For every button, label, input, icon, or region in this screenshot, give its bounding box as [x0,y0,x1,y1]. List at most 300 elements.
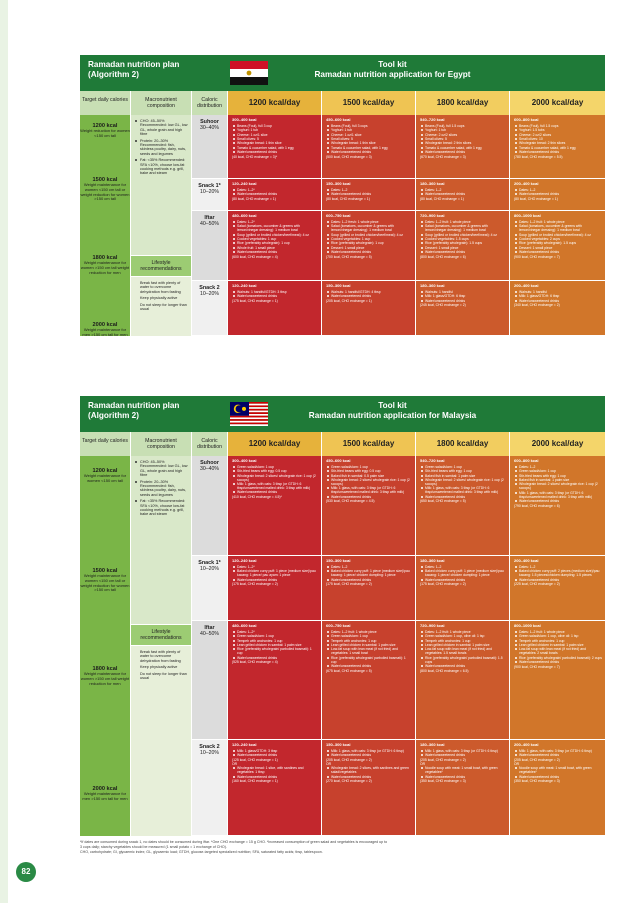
food-list [326,749,412,779]
target-calorie-entry [80,123,130,139]
food-item: Milk: 1 glass, with oats: 3 tbsp (or GTDH: 6 tbsp) [514,749,602,753]
food-item: Dessert: 1 small piece [514,246,602,250]
cell-summary: (80 kcal, CHO exchange = 1) [420,196,464,201]
food-item: Walnuts: 1 handful [420,290,506,294]
meal-plan-cell [416,115,509,178]
target-calorie-entry [80,666,130,686]
food-list [232,749,318,779]
meal-plan-cell [510,179,605,210]
kit-header [80,396,605,432]
food-item: Dates: 1–2 [326,188,412,192]
food-item: Wholegrain bread: 2 slices/ wholegrain rice: 1 cup (2 scoops) [420,478,506,486]
cell-summary: (500 kcal, CHO exchange = 3) [326,154,372,159]
cell-summary: (670 kcal, CHO exchange = 3) [420,154,466,159]
food-list [420,124,506,154]
food-item: Salad (tomatoes, cucumber & greens with lemon/vinegar dressing): 1 medium bowl [514,224,602,232]
food-item: Small olives: 5 [420,137,506,141]
food-item: Milk: 1 glass, with oats: 3 tbsp (or GTDH: 6 tbsp/unsweetened malted drink: 3 tbsp with milk) [326,486,412,494]
macronutrient-item: CHO: 45–50% Recommended: low GL, low GL, whole grain and high fibre [135,119,189,137]
food-item: Wholegrain bread: 1 thin slice [232,141,318,145]
cell-kcal-range: 720–900 kcal [420,213,445,218]
meal-name: Suhoor [200,460,219,466]
food-list [420,565,506,582]
food-list [326,290,412,298]
food-list [232,188,318,196]
kcal-column-header: 1200 kcal/day [228,91,321,115]
target-calorie-entry [80,468,130,484]
tool-kit-panel [80,55,605,388]
lifestyle-list [131,646,191,680]
cell-kcal-range: 150–300 kcal [326,283,351,288]
food-item: Green salad/ulam: 1 cup [232,634,318,638]
cell-kcal-range: 800–1000 kcal [514,623,541,628]
food-item: Green salad/ulam: 1 cup, olive oil: 1 tsp [420,634,506,638]
food-list [420,290,506,303]
food-item: Yoghurt: 1 tub [232,128,318,132]
food-item: Small olives: 10 [514,137,602,141]
food-item: Dates: 1–2 fruit: 1 whole piece [514,630,602,634]
meal-plan-cell [416,281,509,335]
food-item: Rice (preferably wholegrain): 1 cup [232,241,318,245]
food-item: Water/unsweetened drinks [326,150,412,154]
food-item: Low-fat soup with lean meat (if not fried) and vegetables: 2 small bowls [514,647,602,655]
food-item: Dates: 1–2 fruit: 1 whole piece [514,220,602,224]
food-item: Water/unsweetened drinks [514,660,602,664]
food-item: Yoghurt: 1 tub [420,128,506,132]
food-item: Water/unsweetened drinks [232,753,318,757]
food-item: (205 kcal, CHO exchange = 2) [420,757,466,762]
cell-kcal-range: 120–240 kcal [232,558,257,563]
target-description: Weight maintenance for women <150 cm tall [83,473,127,483]
cell-kcal-range: 120–240 kcal [232,283,257,288]
cell-summary: (80 kcal, CHO exchange = 1) [514,196,558,201]
kcal-column-header: 1500 kcal/day [322,91,415,115]
food-item: Cheese: 1 oz/1 slice [232,133,318,137]
cell-summary: (350 kcal, CHO exchange = 3) [420,779,466,784]
food-item: Milk: 1 glass, with oats: 3 tbsp (or GTDH: 6 tbsp) [326,749,412,753]
meal-plan-cell [510,115,605,178]
food-item: Water/unsweetened drinks [326,753,412,757]
meal-plan-cell [322,556,415,620]
meal-plan-cell [322,211,415,280]
meal-plan-cell [228,556,321,620]
food-item: Cooked vegetables: 1 cup [232,237,318,241]
food-item: Dates: 1–2 [514,465,602,469]
meal-percentage: 10–20% [199,291,220,298]
macronutrient-list [131,456,191,517]
food-list [232,290,318,298]
food-item: Dates: 1–2 fruit: 1 whole piece [420,220,506,224]
meal-plan-cell [416,740,509,835]
food-item: Cooked vegetables: 1 cup [326,237,412,241]
plan-title-line: (Algorithm 2) [88,411,139,420]
food-item: Water/unsweetened drinks [420,250,506,254]
food-item: Dates: 1–2* [232,188,318,192]
target-kcal: 1500 kcal [92,568,118,574]
footnote-line: CHO, carbohydrate; GI, glycaemic index; GL, glycaemic load; GTDH, glucose-targeted specialized nutrition; SFA, saturated fatty acids; tbsp, tablespoon. [80,850,323,854]
food-item: Milk: 1 glass/GTDH: 6 tbsp [420,294,506,298]
footnote-line: *If dates are consumed during snack 1, no dates should be consumed during iftar. *One CHO exchange = 15 g CHO. *Increased consumption of green salad and vegetables is encouraged up to [80,840,388,844]
food-list [326,188,412,196]
cell-kcal-range: 120–240 kcal [232,181,257,186]
meal-plan-cell [322,115,415,178]
food-item: Wholegrain bread: 2 slices/ wholegrain rice: 1 cup (2 scoops) [232,474,318,482]
cell-summary: (410 kcal, CHO exchange = 4.5)* [232,494,282,499]
food-item: Tempeh with anchovies: 1 cup [326,639,412,643]
macronutrient-composition [131,456,191,624]
food-item: Soup (grilled or broiled chicken/beef/meat): 4 oz [514,233,602,237]
meal-plan-cell [228,740,321,835]
tool-kit-panel [80,396,605,836]
egypt-flag-icon [230,61,268,85]
food-item: Stir-fried beans with egg: 0.5 cup [326,469,412,473]
food-item: OR [326,761,332,766]
food-item: Yoghurt: 1 tub [326,128,412,132]
food-item: Milk: 1 glass, with oats: 3 tbsp (or GTDH: 6 tbsp/unsweetened malted drink: 3 tbsp with milk) [514,491,602,499]
cell-kcal-range: 800–1000 kcal [514,213,541,218]
cell-kcal-range: 200–400 kcal [514,558,539,563]
caloric-distribution-header: Caloric distribution [192,432,227,456]
meal-name: Iftar [204,625,215,631]
meal-percentage: 40–50% [199,221,220,228]
food-item: Water/unsweetened drinks [326,578,412,582]
cell-kcal-range: 600–750 kcal [326,623,351,628]
cell-kcal-range: 450–600 kcal [326,458,351,463]
food-item: Lean grilled chicken in sambal: 1 palm size [232,643,318,647]
food-item: Soup (grilled or broiled chicken/beef/meat): 4 oz [326,233,412,237]
target-calorie-entry [80,322,130,338]
meal-plan-cell [228,281,321,335]
target-kcal: 2000 kcal [92,322,118,328]
food-item: Water/unsweetened drinks [514,192,602,196]
food-item: (205 kcal, CHO exchange = 2) [326,757,372,762]
cell-summary: (900 kcal, CHO exchange = 7) [514,664,560,669]
caloric-distribution-header: Caloric distribution [192,91,227,115]
target-description: Weight maintenance for women >150 cm tall weight reduction for men [80,260,130,275]
food-item: Stir-fried beans with egg: 1 cup [420,469,506,473]
food-item: Soup (grilled or broiled chicken/beef/meat): 4 oz [232,233,318,237]
food-item: Dates: 1–2 [420,188,506,192]
meal-name: Snack 2 [199,285,220,291]
meal-percentage: 30–40% [199,466,220,473]
food-item: Tempeh with anchovies: 1 cup [420,639,506,643]
lifestyle-recommendations [131,277,191,336]
meal-name: Snack 1* [198,560,221,566]
target-description: Weight maintenance for women <150 cm tall or weight reduction for women >150 cm tall [80,182,130,202]
cell-summary: (175 kcal, CHO exchange = 2) [420,581,466,586]
food-item: Dessert: 1 small piece [326,246,412,250]
food-item: Baked chicken curry puff: 1 piece (medium size)/pau kacang: 1 piece/ chicken dumpling: 1 piece [326,569,412,577]
meal-label [192,621,227,739]
meal-label [192,179,227,210]
meal-plan-cell [322,281,415,335]
food-item: Rice (preferably wholegrain/ parboiled basmati): 1 cup [326,656,412,664]
cell-kcal-range: 150–300 kcal [326,742,351,747]
food-item: Baked fish in sambal: 0.5 palm size [326,474,412,478]
food-item: Dates: 1–2* [232,220,318,224]
food-item: Rice (preferably wholegrain): 1.5 cups [420,241,506,245]
food-list [326,124,412,154]
food-item: (205 kcal, CHO exchange = 2) [514,757,560,762]
cell-summary: (780 kcal, CHO exchange = 5.5) [514,154,563,159]
plan-title [80,396,180,432]
food-list [326,630,412,668]
column-headers [80,432,605,456]
food-item: Cooked vegetables: 1.5 cups [420,237,506,241]
food-item: OR [514,761,520,766]
cell-summary: (700 kcal, CHO exchange = 5) [326,254,372,259]
lifestyle-item: Break fast with plenty of water to overcome dehydration from fasting [140,650,181,663]
macronutrient-item: Protein: 20–30% Recommended: fish, skinless poultry, dairy, nuts, seeds and legumes [135,139,189,157]
cell-summary: (245 kcal, CHO exchange = 2) [420,302,466,307]
food-list [514,565,602,582]
macronutrient-item: CHO: 45–50% Recommended: low GL, low GL, whole grain and high fibre [135,460,189,478]
macronutrient-item: Protein: 20–30% Recommended: fish, skinless poultry, dairy, nuts, seeds and legumes [135,480,189,498]
food-item: OR [420,761,426,766]
cell-kcal-range: 150–300 kcal [326,181,351,186]
kcal-column-header: 1800 kcal/day [416,432,509,456]
food-item: Salad (tomatoes, cucumber & greens with lemon/vinegar dressing): 1 medium bowl [232,224,318,232]
food-item: Dates: 1–2 [514,565,602,569]
food-item: Tomato & cucumber salad, with 1 egg [232,146,318,150]
meal-plan-cell [416,179,509,210]
food-item: Wholegrain bread: 2 slices/ wholegrain rice: 1 cup (2 scoops) [514,482,602,490]
food-item: Dates: 1–2 [514,188,602,192]
food-item: Rice (preferably wholegrain/ parboiled basmati): 1 cup [232,647,318,655]
target-calorie-entry [80,568,130,593]
food-item: Dates: 1–2 fruit: 1 whole piece [326,630,412,634]
food-item: Water/unsweetened drinks [514,299,602,303]
food-item: Tomato & cucumber salad, with 1 egg [326,146,412,150]
food-item: Water/unsweetened drinks [232,490,318,494]
cell-summary: (900 kcal, CHO exchange = 7) [514,254,560,259]
meal-label [192,740,227,835]
cell-summary: (40 kcal, CHO exchange = 3)* [232,154,278,159]
page-number: 82 [16,862,36,882]
food-list [514,188,602,196]
footnote-line: 3 cups daily; starchy vegetables should be measured (1 small potato = 1 exchange of CHO). [80,845,227,849]
food-list [514,630,602,664]
cell-kcal-range: 200–400 kcal [514,742,539,747]
food-item: Water/unsweetened drinks [326,250,412,254]
cell-kcal-range: 540–720 kcal [420,117,445,122]
food-item: Milk: 1 glass, with oats: 3 tbsp (or GTDH: 6 tbsp/unsweetened malted drink: 3 tbsp with milk) [420,486,506,494]
plan-title-line: Ramadan nutrition plan [88,60,180,69]
cell-kcal-range: 180–360 kcal [420,558,445,563]
meal-plan-cell [416,621,509,739]
food-item: Water/unsweetened drinks [232,250,318,254]
target-kcal: 1200 kcal [92,123,118,129]
food-item: Water/unsweetened drinks [326,192,412,196]
cell-summary: (175 kcal, CHO exchange = 2) [326,581,372,586]
meal-plan-cell [416,456,509,555]
cell-kcal-range: 300–400 kcal [232,117,257,122]
food-item: Water/unsweetened drinks [514,578,602,582]
macronutrient-header: Macronutrient composition [131,432,191,456]
target-calories-header: Target daily calories [80,91,130,115]
food-item: Low-fat soup with lean meat (if not fried) and vegetables: 1 small bowl [326,647,412,655]
food-list [420,465,506,499]
food-item: Rice (preferably wholegrain/ parboiled basmati): 1.5 cups [420,656,506,664]
lifestyle-item: Break fast with plenty of water to overcome dehydration from fasting [140,281,181,294]
food-list [514,290,602,303]
food-item: Water/unsweetened drinks [420,775,506,779]
food-item: Water/unsweetened drinks [420,664,506,668]
food-list [326,465,412,499]
food-item: Salad (tomatoes, cucumber & greens with lemon/vinegar dressing): 1 medium bowl [420,224,506,232]
food-item: Cooked vegetables: 2 cups [514,237,602,241]
food-item: Walnuts: 1 handful [514,290,602,294]
food-item: Water/unsweetened drinks [326,294,412,298]
plan-title-line: (Algorithm 2) [88,70,139,79]
meal-plan-cell [510,740,605,835]
cell-summary: (790 kcal, CHO exchange = 6) [514,503,560,508]
cell-summary: (340 kcal, CHO exchange = 2) [514,302,560,307]
cell-summary: (175 kcal, CHO exchange = 2) [232,581,278,586]
food-item: Water/unsweetened drinks [420,150,506,154]
food-item: Walnuts: 1 handful/GTDH: 3 tbsp [232,290,318,294]
food-item: Tomato & cucumber salad, with 1 egg [420,146,506,150]
meal-name: Snack 2 [199,744,220,750]
meal-plan-cell [510,211,605,280]
plan-title [80,55,180,91]
food-item: Baked chicken curry puff: 2 pieces (medium size)/pau kacang: 1.5 pieces/chicken dumpling: 1.5 pieces [514,569,602,577]
kit-subtitle: Ramadan nutrition application for Egypt [314,70,471,79]
target-calories-column [80,115,130,336]
meal-plan-cell [322,740,415,835]
target-kcal: 1800 kcal [92,255,118,261]
cell-summary: (530 kcal, CHO exchange = 4.5) [326,499,375,504]
food-item: Green salad/ulam: 1 cup [232,465,318,469]
cell-kcal-range: 120–240 kcal [232,742,257,747]
meal-label [192,211,227,280]
target-calories-header: Target daily calories [80,432,130,456]
food-item: Beans (Foul), full 3 cup [232,124,318,128]
meal-percentage: 30–40% [199,125,220,132]
meal-plan-cell [228,456,321,555]
food-item: OR [232,761,238,766]
meal-percentage: 10–20% [199,189,220,196]
food-item: Stir-fried beans with egg: 1 cup [514,474,602,478]
footnotes [80,840,605,855]
food-list [514,220,602,254]
food-list [232,465,318,495]
lifestyle-item: Keep physically active [140,665,178,670]
food-item: Milk: 1 glass/GTDH: 3 tbsp [232,749,318,753]
food-item: Tomato & cucumber salad, with 1 egg [514,146,602,150]
food-item: Water/unsweetened drinks [232,294,318,298]
food-item: Water/unsweetened drinks [232,192,318,196]
meal-plan-cell [228,621,321,739]
meal-plan-cell [322,179,415,210]
cell-summary: (205 kcal, CHO exchange = 1) [326,298,372,303]
food-item: Water/unsweetened drinks [514,150,602,154]
meal-label [192,556,227,620]
target-kcal: 2000 kcal [92,786,118,792]
food-item: Dates: 1–2 fresh: 1 whole piece [326,220,412,224]
meal-name: Snack 1* [198,183,221,189]
target-description: Weight reduction for women <150 cm tall [80,128,130,138]
food-item: Beans (Foul), full 3 cups [326,124,412,128]
cell-kcal-range: 600–800 kcal [514,117,539,122]
food-item: Cheese: 2 oz/2 slices [420,133,506,137]
kcal-column-header: 2000 kcal/day [510,91,605,115]
food-item: Rice (preferably wholegrain): 1 cup [326,241,412,245]
food-list [420,630,506,668]
cell-kcal-range: 150–300 kcal [326,558,351,563]
cell-kcal-range: 180–360 kcal [420,181,445,186]
food-item: Water/unsweetened drinks [232,150,318,154]
target-kcal: 1500 kcal [92,177,118,183]
food-item: Dates: 1–2 fruit: 1 whole piece [420,630,506,634]
food-item: Water/unsweetened drinks [326,775,412,779]
target-calorie-entry [80,255,130,275]
food-item: Water/unsweetened drinks [326,495,412,499]
food-item: Wholegrain bread: 1 slice, with sardines and vegetables: 1 tbsp [232,766,318,774]
lifestyle-header: Lifestyle recommendations [131,256,191,276]
cell-summary: (270 kcal, CHO exchange = 2) [326,779,372,784]
column-headers [80,91,605,115]
cell-summary: (800 kcal, CHO exchange = 6) [420,254,466,259]
food-item: Water/unsweetened drinks [514,753,602,757]
cell-summary: (525 kcal, CHO exchange = 4) [232,660,278,665]
food-item: Baked chicken curry puff: 1 piece (medium size)/pau kacang: 1 piece/ chicken dumpling: 1 piece [420,569,506,577]
food-item: Small olives: 5 [232,137,318,141]
food-item: Wholegrain bread: 2 slices, with sardines and green salad/vegetables [326,766,412,774]
food-item: Wholegrain bread: 2 thin slices [514,141,602,145]
food-item: Green salad/ulam: 1 cup [326,634,412,638]
macronutrient-header: Macronutrient composition [131,91,191,115]
food-item: Water/unsweetened drinks [420,192,506,196]
cell-summary: (350 kcal, CHO exchange = 3) [514,779,560,784]
food-item: Dates: 1–2* [232,565,318,569]
food-item: Dates: 1–2 [326,565,412,569]
target-description: Weight maintenance for women >150 cm tall weight reduction for men [80,671,130,686]
meal-plan-cell [510,456,605,555]
food-item: Water/unsweetened drinks [420,753,506,757]
cell-summary: (600 kcal, CHO exchange = 4) [232,254,278,259]
lifestyle-recommendations [131,646,191,836]
cell-kcal-range: 480–600 kcal [232,623,257,628]
food-item: Yoghurt: 1.5 tubs [514,128,602,132]
target-calorie-entry [80,786,130,802]
meal-label [192,281,227,335]
cell-summary: (80 kcal, CHO exchange = 1) [232,196,276,201]
food-list [420,188,506,196]
meal-plan-cell [228,179,321,210]
lifestyle-item: Do not sleep for longer than usual [140,671,187,681]
food-list [420,220,506,254]
target-kcal: 1200 kcal [92,468,118,474]
food-item: Stir-fried beans with egg: 0.5 cup [232,469,318,473]
food-item: Water/unsweetened drinks [232,775,318,779]
food-item: Lean grilled chicken in sambal: 1 palm size [514,643,602,647]
food-item: Dates: 1–2 [420,565,506,569]
food-item: Beans (Foul), full 1.5 cups [420,124,506,128]
food-item: Noodle soup with meat: 1 small bowl, with green vegetables* [514,766,602,774]
food-item: Baked fish in sambal: 1 palm size [514,478,602,482]
meal-plan-cell [510,621,605,739]
food-item: Water/unsweetened drinks [420,495,506,499]
meal-plan-cell [416,211,509,280]
food-item: Water/unsweetened drinks [420,578,506,582]
food-item: Water/unsweetened drinks [420,299,506,303]
meal-percentage: 10–20% [199,566,220,573]
cell-kcal-range: 200–400 kcal [514,283,539,288]
food-item: Small olives: 5 [326,137,412,141]
cell-kcal-range: 720–900 kcal [420,623,445,628]
cell-kcal-range: 200–400 kcal [514,181,539,186]
